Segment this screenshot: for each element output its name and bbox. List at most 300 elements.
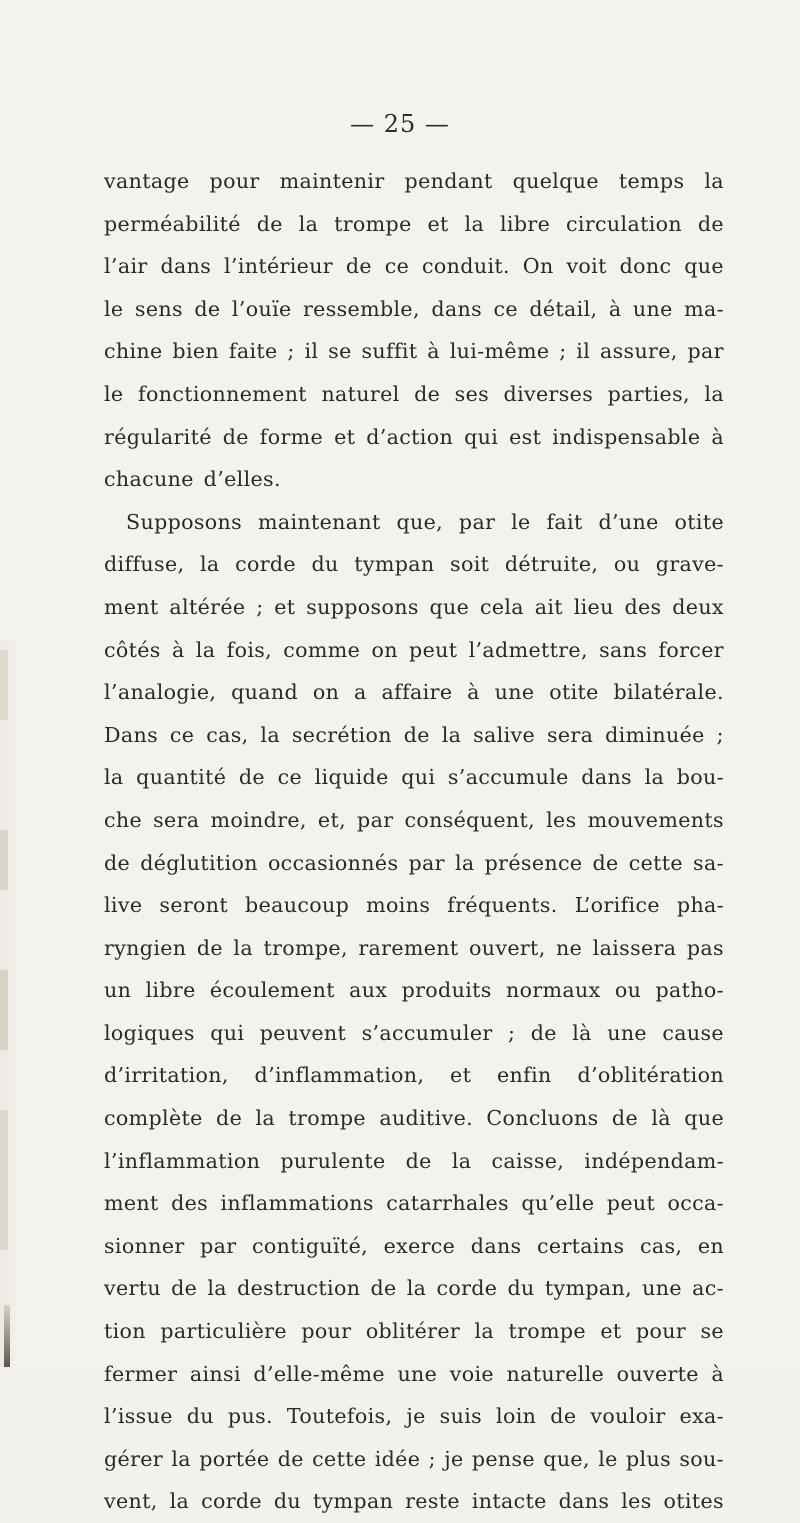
- word: il: [576, 339, 591, 364]
- word: la: [474, 1319, 495, 1344]
- word: le: [104, 381, 124, 406]
- word: indispensable: [552, 424, 701, 449]
- word: dans: [431, 296, 483, 321]
- word: que,: [543, 1446, 590, 1471]
- word: la: [464, 211, 485, 236]
- word: qu’elle: [521, 1191, 595, 1216]
- word: la: [704, 169, 724, 193]
- word: à: [608, 296, 622, 321]
- word: voie: [449, 1361, 494, 1386]
- word: à: [467, 680, 480, 705]
- word: de: [697, 211, 724, 236]
- word: reste: [405, 1489, 460, 1514]
- word: que: [429, 594, 470, 619]
- word: a: [354, 680, 367, 705]
- word: de: [414, 381, 441, 406]
- word: par: [687, 339, 724, 364]
- word: ;: [256, 594, 264, 619]
- word: circulation: [566, 211, 683, 236]
- word: la: [199, 552, 220, 577]
- word: ;: [559, 339, 567, 364]
- word: parties,: [607, 381, 690, 406]
- word: de: [530, 1020, 557, 1045]
- text-line: [104, 330, 724, 373]
- word: ma-: [684, 296, 724, 321]
- word: et: [450, 1063, 472, 1088]
- text-line: [104, 969, 724, 1012]
- text-line: [104, 756, 724, 799]
- word: normaux: [505, 978, 601, 1003]
- text-line: [104, 1225, 724, 1268]
- word: suis: [439, 1404, 483, 1429]
- word: indépendam-: [584, 1148, 724, 1173]
- binding-gutter: [0, 640, 16, 1367]
- word: de: [611, 1106, 638, 1131]
- word: mouvements: [587, 807, 724, 832]
- word: la: [195, 637, 216, 662]
- word: d’action: [366, 424, 454, 449]
- word: L’orifice: [574, 893, 660, 918]
- word: sens: [134, 296, 183, 321]
- word: de: [370, 1276, 397, 1301]
- word: chine: [104, 339, 163, 364]
- word: diffuse,: [104, 552, 185, 577]
- word: côtés: [104, 637, 161, 662]
- word: otites: [663, 1489, 724, 1514]
- word: pha-: [676, 893, 724, 918]
- word: la: [104, 765, 124, 790]
- word: de: [222, 424, 249, 449]
- word: je: [444, 1446, 464, 1471]
- text-line: [104, 458, 724, 501]
- word: supposons: [306, 594, 419, 619]
- word: perméabilité: [104, 211, 241, 236]
- word: de: [550, 1404, 577, 1429]
- word: oblitérer: [365, 1319, 461, 1344]
- word: trompe: [288, 1106, 366, 1131]
- word: d’oblitération: [577, 1063, 724, 1088]
- text-line: [104, 501, 724, 544]
- word: s’accumuler: [361, 1020, 493, 1045]
- word: l’admettre,: [468, 637, 588, 662]
- word: on: [312, 680, 340, 705]
- word: la: [298, 211, 319, 236]
- word: par: [357, 807, 394, 832]
- word: par: [408, 850, 445, 875]
- gutter-shadow: [0, 1110, 8, 1250]
- text-line: [104, 1480, 724, 1523]
- word: il: [304, 339, 319, 364]
- word: est: [509, 424, 542, 449]
- word: cela: [479, 594, 524, 619]
- word: sera: [546, 722, 594, 747]
- word: bilatérale.: [613, 680, 724, 705]
- word: vertu: [104, 1276, 161, 1301]
- word: voit: [566, 254, 607, 279]
- text-line: [104, 1097, 724, 1140]
- text-line: [104, 586, 724, 629]
- word: détail,: [529, 296, 598, 321]
- word: salive: [473, 722, 536, 747]
- word: caisse,: [491, 1148, 565, 1173]
- word: soit: [450, 552, 490, 577]
- word: certains: [537, 1233, 625, 1258]
- word: la: [171, 1446, 191, 1471]
- word: che: [104, 807, 143, 832]
- word: particulière: [160, 1319, 287, 1344]
- word: ment: [104, 594, 159, 619]
- word: je: [406, 1404, 426, 1429]
- text-line: [104, 1438, 724, 1481]
- word: idée: [374, 1446, 421, 1471]
- word: purulente: [280, 1148, 386, 1173]
- word: dans: [470, 1233, 522, 1258]
- gutter-shadow: [0, 830, 8, 890]
- word: peut: [409, 637, 458, 662]
- word: patho-: [655, 978, 724, 1003]
- word: libre: [145, 978, 196, 1003]
- word: cette: [312, 1446, 367, 1471]
- word: corde: [436, 1276, 498, 1301]
- word: sera: [153, 807, 200, 832]
- word: ;: [287, 339, 295, 364]
- word: enfin: [497, 1063, 552, 1088]
- text-line: [104, 1054, 724, 1097]
- word: fermer: [104, 1361, 178, 1386]
- text-line: [104, 1182, 724, 1225]
- word: la: [451, 1148, 472, 1173]
- word: loin: [496, 1404, 537, 1429]
- word: ouvert,: [468, 935, 546, 960]
- word: diverses: [503, 381, 594, 406]
- word: destruction: [237, 1276, 361, 1301]
- word: ;: [716, 722, 724, 747]
- text-line: [104, 160, 724, 203]
- word: trompe: [334, 211, 412, 236]
- text-line: [104, 543, 724, 586]
- word: fait: [546, 509, 583, 534]
- word: l’issue: [104, 1404, 173, 1429]
- word: pus.: [227, 1404, 273, 1429]
- word: pour: [301, 1319, 352, 1344]
- word: cause: [662, 1020, 724, 1045]
- word: vouloir: [590, 1404, 666, 1429]
- word: ou: [614, 978, 642, 1003]
- word: une: [397, 1361, 438, 1386]
- word: secrétion: [291, 722, 392, 747]
- word: forcer: [658, 637, 724, 662]
- word: du: [507, 1276, 535, 1301]
- page-number-header: — 25 —: [350, 110, 450, 138]
- text-line: [104, 203, 724, 246]
- word: présence: [484, 850, 583, 875]
- word: une: [642, 1276, 682, 1301]
- word: bien: [172, 339, 220, 364]
- word: lui-même: [449, 339, 550, 364]
- word: là: [572, 1020, 592, 1045]
- word: lieu: [573, 594, 614, 619]
- word: sionner: [104, 1233, 185, 1258]
- word: de: [403, 722, 430, 747]
- word: là: [651, 1106, 671, 1131]
- word: de: [216, 1106, 243, 1131]
- word: rarement: [358, 935, 459, 960]
- word: à: [711, 1361, 724, 1386]
- word: complète: [104, 1106, 203, 1131]
- word: inflammations: [220, 1191, 374, 1216]
- text-line: [104, 1395, 724, 1438]
- word: dans: [581, 765, 632, 790]
- word: ainsi: [189, 1361, 241, 1386]
- word: sa-: [693, 850, 724, 875]
- word: le: [598, 1446, 618, 1471]
- word: faite: [228, 339, 278, 364]
- word: gérer: [104, 1446, 163, 1471]
- word: liquide: [314, 765, 389, 790]
- word: fonctionnement: [137, 381, 307, 406]
- word: tympan,: [544, 1276, 632, 1301]
- text-line: [104, 799, 724, 842]
- word: diminuée: [605, 722, 705, 747]
- text-line: [104, 842, 724, 885]
- word: Dans: [104, 722, 159, 747]
- word: live: [104, 893, 143, 918]
- word: de: [238, 765, 265, 790]
- word: ne: [556, 935, 583, 960]
- word: et: [600, 1319, 622, 1344]
- word: temps: [618, 169, 685, 193]
- word: exerce: [383, 1233, 456, 1258]
- word: écoulement: [209, 978, 335, 1003]
- text-line: [104, 373, 724, 416]
- word: aux: [349, 978, 388, 1003]
- word: de: [196, 935, 223, 960]
- word: otite: [549, 680, 599, 705]
- word: portée: [199, 1446, 270, 1471]
- word: les: [546, 807, 577, 832]
- word: se: [700, 1319, 724, 1344]
- word: deux: [672, 594, 724, 619]
- word: que: [684, 1106, 724, 1131]
- word: la: [441, 722, 462, 747]
- word: produits: [401, 978, 492, 1003]
- word: grave-: [655, 552, 724, 577]
- word: maintenir: [279, 169, 385, 193]
- word: des: [624, 594, 662, 619]
- word: par: [200, 1233, 237, 1258]
- word: altérée: [169, 594, 246, 619]
- word: pas: [686, 935, 724, 960]
- page-edge-shadow: [4, 1305, 10, 1367]
- word: naturelle: [506, 1361, 605, 1386]
- word: du: [186, 1404, 214, 1429]
- word: cas,: [206, 722, 249, 747]
- word: en: [697, 1233, 724, 1258]
- word: tympan: [312, 1489, 394, 1514]
- word: quantité: [136, 765, 227, 790]
- word: ce: [493, 296, 518, 321]
- text-line: [104, 416, 724, 459]
- word: fois,: [226, 637, 273, 662]
- word: tion: [104, 1319, 146, 1344]
- word: On: [522, 254, 554, 279]
- word: ouverte: [616, 1361, 699, 1386]
- word: ait: [534, 594, 563, 619]
- word: comme: [283, 637, 361, 662]
- word: la: [260, 722, 280, 747]
- word: une: [607, 1020, 647, 1045]
- word: pendant: [404, 169, 493, 193]
- text-line: [104, 1353, 724, 1396]
- word: affaire: [381, 680, 453, 705]
- word: un: [104, 978, 132, 1003]
- text-line: [104, 1310, 724, 1353]
- word: ac-: [692, 1276, 724, 1301]
- word: cas,: [639, 1233, 683, 1258]
- word: auditive.: [379, 1106, 474, 1131]
- word: catarrhales: [386, 1191, 509, 1216]
- word: Toutefois,: [286, 1404, 393, 1429]
- word: ce: [169, 722, 195, 747]
- word: le: [104, 296, 124, 321]
- word: l’analogie,: [104, 680, 217, 705]
- gutter-shadow: [0, 650, 8, 720]
- word: de: [277, 1446, 304, 1471]
- word: la: [255, 1106, 276, 1131]
- word: beaucoup: [245, 893, 350, 918]
- word: l’air: [104, 254, 148, 279]
- text-line: [104, 1267, 724, 1310]
- word: fréquents.: [447, 893, 558, 918]
- word: que,: [396, 509, 444, 534]
- word: laissera: [592, 935, 677, 960]
- word: s’accumule: [447, 765, 569, 790]
- body-text: [104, 160, 724, 1523]
- word: et: [427, 211, 449, 236]
- word: peut: [606, 1191, 656, 1216]
- word: ressemble,: [302, 296, 420, 321]
- word: pense: [471, 1446, 535, 1471]
- word: se: [328, 339, 352, 364]
- word: de: [171, 1276, 198, 1301]
- gutter-shadow: [0, 970, 8, 1050]
- word: moindre,: [210, 807, 307, 832]
- word: quand: [231, 680, 299, 705]
- word: otite: [674, 509, 724, 534]
- word: détruite,: [504, 552, 599, 577]
- word: assure,: [599, 339, 678, 364]
- word: occa-: [667, 1191, 724, 1216]
- word: ses: [454, 381, 490, 406]
- word: par: [458, 509, 496, 534]
- word: ment: [104, 1191, 159, 1216]
- word: de: [592, 850, 619, 875]
- word: peuvent: [259, 1020, 347, 1045]
- word: les: [621, 1489, 652, 1514]
- word: d’elle-même: [253, 1361, 385, 1386]
- text-line: [104, 1140, 724, 1183]
- word: corde: [235, 552, 296, 577]
- word: ou: [613, 552, 641, 577]
- word: libre: [500, 211, 551, 236]
- text-line: [104, 884, 724, 927]
- text-line: [104, 629, 724, 672]
- word: qui: [464, 424, 499, 449]
- word: d’inflammation,: [254, 1063, 425, 1088]
- word: d’irritation,: [104, 1063, 229, 1088]
- word: pour: [209, 169, 260, 193]
- word: la: [169, 1489, 190, 1514]
- word: forme: [259, 424, 324, 449]
- word: et: [334, 424, 356, 449]
- word: régularité: [104, 424, 212, 449]
- word: une: [632, 296, 673, 321]
- text-line: [104, 288, 724, 331]
- word: dans: [160, 254, 212, 279]
- word: donc: [619, 254, 672, 279]
- word: la: [454, 850, 475, 875]
- word: trompe: [508, 1319, 586, 1344]
- word: tympan: [354, 552, 435, 577]
- word: l’inflammation: [104, 1148, 261, 1173]
- word: la: [406, 1276, 427, 1301]
- text-line: [104, 245, 724, 288]
- word: une: [494, 680, 535, 705]
- word: suffit: [361, 339, 418, 364]
- word: l’intérieur: [223, 254, 334, 279]
- word: plus: [626, 1446, 672, 1471]
- word: du: [273, 1489, 302, 1514]
- word: conséquent,: [404, 807, 536, 832]
- word: sou-: [679, 1446, 724, 1471]
- word: des: [171, 1191, 209, 1216]
- word: le: [511, 509, 531, 534]
- word: dans: [558, 1489, 610, 1514]
- word: de: [104, 850, 131, 875]
- word: vantage: [104, 169, 190, 193]
- word: ryngien: [104, 935, 187, 960]
- text-line: [104, 671, 724, 714]
- word: qui: [210, 1020, 245, 1045]
- word: du: [311, 552, 339, 577]
- word: et,: [317, 807, 346, 832]
- word: exa-: [679, 1404, 724, 1429]
- word: corde: [201, 1489, 262, 1514]
- word: logiques: [104, 1020, 195, 1045]
- word: qui: [401, 765, 436, 790]
- word: ;: [507, 1020, 516, 1045]
- word: la: [207, 1276, 227, 1301]
- word: ce: [277, 765, 302, 790]
- word: la: [644, 765, 665, 790]
- word: de: [256, 211, 283, 236]
- word: maintenant: [257, 509, 381, 534]
- word: de: [194, 296, 221, 321]
- word: ce: [384, 254, 410, 279]
- word: à: [711, 424, 724, 449]
- word: moins: [366, 893, 431, 918]
- word: quelque: [512, 169, 599, 193]
- word: la: [233, 935, 253, 960]
- word: trompe,: [263, 935, 348, 960]
- word: sans: [599, 637, 648, 662]
- word: naturel: [321, 381, 400, 406]
- text-line: [104, 714, 724, 757]
- text-line: [104, 927, 724, 970]
- word: à: [427, 339, 440, 364]
- word: à: [171, 637, 185, 662]
- word: occasionnés: [267, 850, 399, 875]
